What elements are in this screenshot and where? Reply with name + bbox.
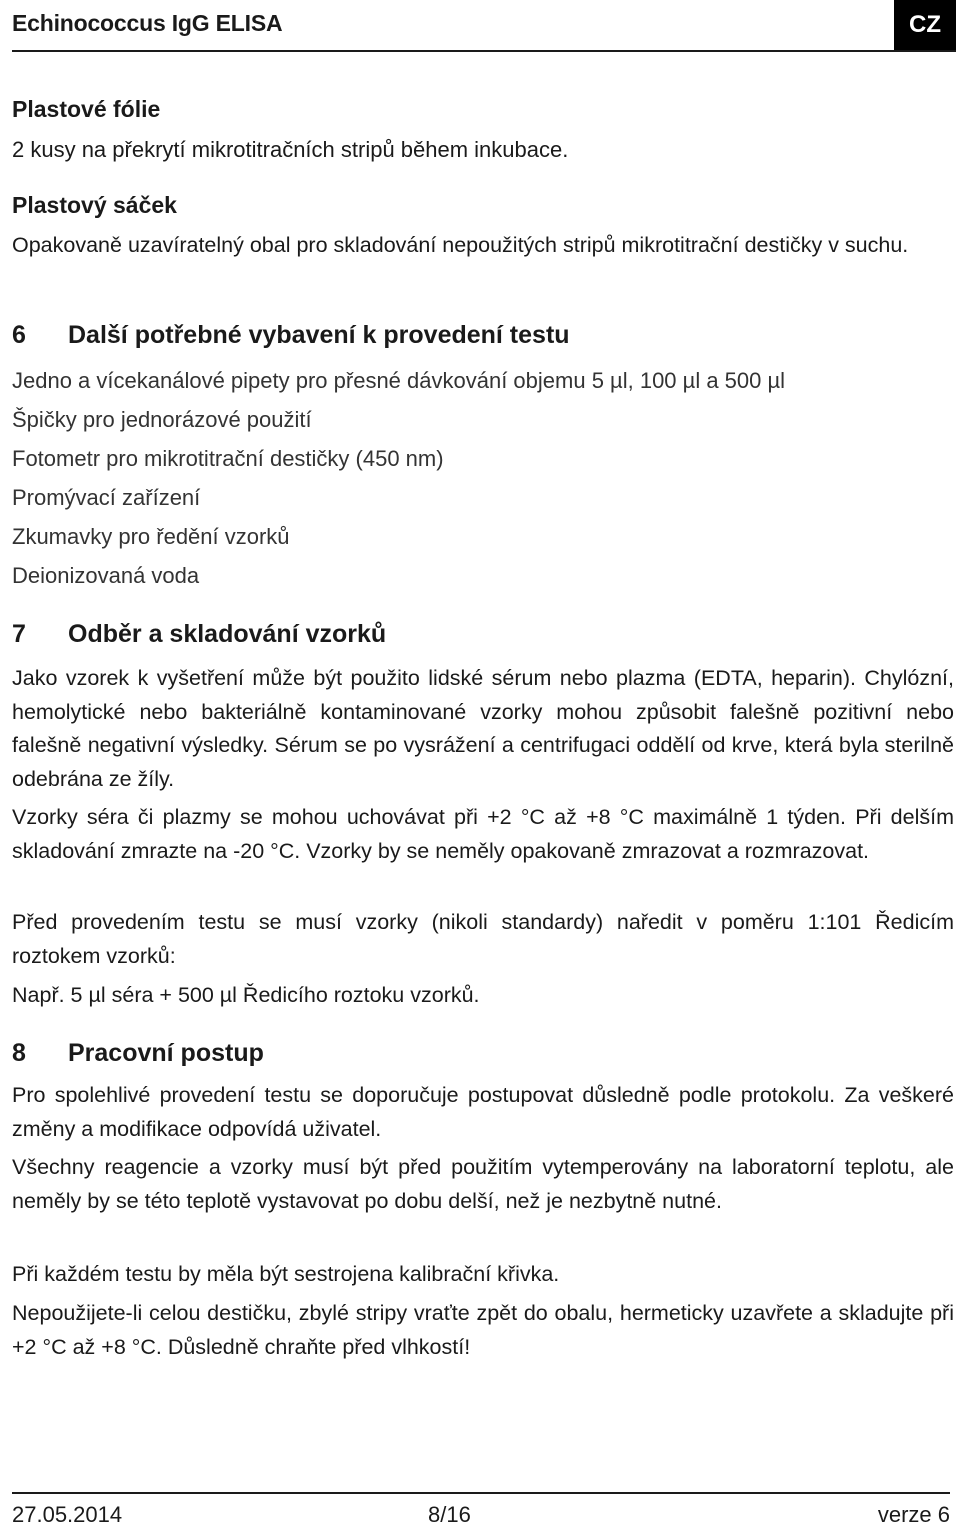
paragraph: Nepoužijete-li celou destičku, zbylé stripy vraťte zpět do obalu, hermeticky uzavřete a skladujte při +2 °C až +8 °C. Důsledně chraňte před vlhkostí! [12,1301,954,1359]
section-6-heading [12,321,954,350]
bag-title: Plastový sáček [12,192,177,218]
paragraph: Vzorky séra či plazmy se mohou uchovávat při +2 °C až +8 °C maximálně 1 týden. Při delším skladování zmrazte na -20 °C. Vzorky by se neměly opakovaně zmrazovat a rozmrazovat. [12,805,954,863]
section-number: 7 [12,620,26,648]
section-title: Pracovní postup [68,1039,264,1067]
paragraph: Např. 5 µl séra + 500 µl Ředicího roztoku vzorků. [12,983,480,1007]
document-title: Echinococcus IgG ELISA [12,10,283,36]
bag-text: Opakovaně uzavíratelný obal pro skladování nepoužitých stripů mikrotitrační destičky v suchu. [12,233,909,257]
equipment-item: Jedno a vícekanálové pipety pro přesné dávkování objemu 5 µl, 100 µl a 500 µl [12,368,786,393]
section-7-heading [12,620,954,649]
equipment-item: Fotometr pro mikrotitrační destičky (450 nm) [12,446,444,471]
document-version: verze 6 [877,1502,950,1527]
section-8-heading [12,1039,954,1068]
paragraph: Při každém testu by měla být sestrojena kalibrační křivka. [12,1262,560,1286]
foil-title: Plastové fólie [12,96,161,122]
section-number: 8 [12,1039,26,1067]
footer-date: 27.05.2014 [12,1502,123,1527]
equipment-item: Špičky pro jednorázové použití [12,407,312,432]
page-number: 8/16 [428,1502,471,1527]
equipment-item: Promývací zařízení [12,485,201,510]
language-badge: CZ [894,0,956,50]
equipment-item: Deionizovaná voda [12,563,200,588]
section-title: Další potřebné vybavení k provedení testu [68,321,570,349]
page-footer [12,1492,950,1532]
foil-text: 2 kusy na překrytí mikrotitračních stripů během inkubace. [12,137,569,162]
paragraph: Všechny reagencie a vzorky musí být před použitím vytemperovány na laboratorní teplotu, ale neměly by se této teplotě vystavovat po dobu delší, než je nezbytně nutné. [12,1155,954,1213]
paragraph: Před provedením testu se musí vzorky (nikoli standardy) naředit v poměru 1:101 Ředicím roztokem vzorků: [12,910,954,968]
paragraph: Pro spolehlivé provedení testu se doporučuje postupovat důsledně podle protokolu. Za veškeré změny a modifikace odpovídá uživatel. [12,1083,954,1141]
section-number: 6 [12,321,26,349]
page-header [12,0,956,52]
equipment-item: Zkumavky pro ředění vzorků [12,524,290,549]
section-title: Odběr a skladování vzorků [68,620,387,648]
paragraph: Jako vzorek k vyšetření může být použito lidské sérum nebo plazma (EDTA, heparin). Chylózní, hemolytické nebo bakteriálně kontaminované vzorky mohou způsobit falešně pozitivní nebo falešně negativní výsledky. Sérum se po vysrážení a centrifugaci oddělí od krve, která byla sterilně odebrána ze žíly. [12,666,954,791]
